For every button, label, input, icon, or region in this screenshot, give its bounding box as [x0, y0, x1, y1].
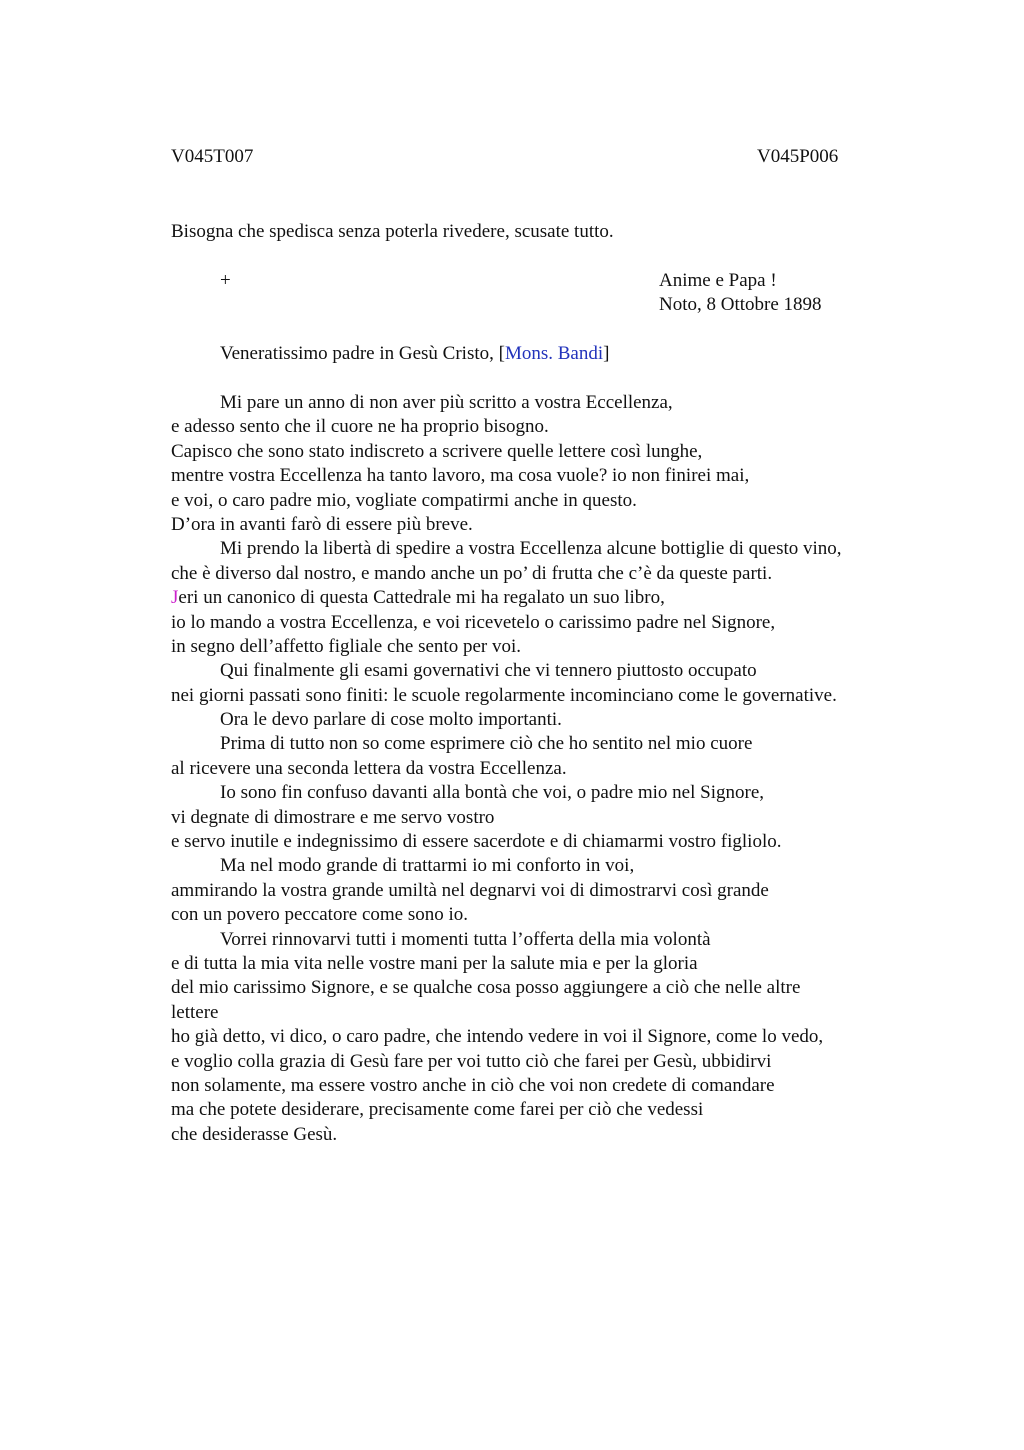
- body-line-rest: eri un canonico di questa Cattedrale mi ha regalato un suo libro,: [178, 587, 665, 609]
- body-line: Ora le devo parlare di cose molto importanti.: [220, 709, 562, 731]
- body-line: e voi, o caro padre mio, vogliate compatirmi anche in questo.: [171, 489, 637, 511]
- highlighted-initial: J: [171, 587, 179, 609]
- salutation-prefix: Veneratissimo padre in Gesù Cristo, [: [220, 343, 505, 364]
- body-line: Qui finalmente gli esami governativi che vi tennero piuttosto occupato: [220, 660, 757, 682]
- letter-body: [171, 391, 911, 1147]
- salutation: [220, 342, 609, 366]
- body-line: che è diverso dal nostro, e mando anche un po’ di frutta che c’è da queste parti.: [171, 562, 773, 584]
- place-date: Noto, 8 Ottobre 1898: [659, 294, 822, 315]
- body-line: Vorrei rinnovarvi tutti i momenti tutta l’offerta della mia volontà: [220, 928, 711, 950]
- body-line: mentre vostra Eccellenza ha tanto lavoro, ma cosa vuole? io non finirei mai,: [171, 465, 750, 487]
- letter-heading: [659, 269, 822, 317]
- body-line: Prima di tutto non so come esprimere ciò che ho sentito nel mio cuore: [220, 733, 753, 755]
- body-line: vi degnate di dimostrare e me servo vostro: [171, 806, 495, 828]
- body-line: io lo mando a vostra Eccellenza, e voi ricevetelo o carissimo padre nel Signore,: [171, 611, 776, 633]
- body-line: e adesso sento che il cuore ne ha proprio bisogno.: [171, 416, 549, 438]
- body-line: Mi pare un anno di non aver più scritto a vostra Eccellenza,: [220, 392, 673, 413]
- body-line: e di tutta la mia vita nelle vostre mani per la salute mia e per la gloria: [171, 952, 698, 974]
- body-line: non solamente, ma essere vostro anche in ciò che voi non credete di comandare: [171, 1074, 775, 1096]
- body-line: in segno dell’affetto figliale che sento per voi.: [171, 635, 521, 657]
- document-code-left: V045T007: [171, 146, 254, 167]
- body-line: e voglio colla grazia di Gesù fare per voi tutto ciò che farei per Gesù, ubbidirvi: [171, 1050, 772, 1072]
- body-line: e servo inutile e indegnissimo di essere sacerdote e di chiamarmi vostro figliolo.: [171, 831, 782, 853]
- body-line: Capisco che sono stato indiscreto a scrivere quelle lettere così lunghe,: [171, 440, 703, 462]
- document-code-right: V045P006: [757, 146, 839, 167]
- body-line: Io sono fin confuso davanti alla bontà che voi, o padre mio nel Signore,: [220, 782, 765, 804]
- salutation-suffix: ]: [603, 343, 610, 364]
- body-line: ho già detto, vi dico, o caro padre, che intendo vedere in voi il Signore, come lo vedo,: [171, 1026, 824, 1048]
- body-line: D’ora in avanti farò di essere più breve.: [171, 513, 473, 535]
- body-line: Ma nel modo grande di trattarmi io mi conforto in voi,: [220, 855, 635, 877]
- body-line: con un povero peccatore come sono io.: [171, 904, 469, 926]
- body-line: al ricevere una seconda lettera da vostra Eccellenza.: [171, 757, 567, 779]
- apology-note: Bisogna che spedisca senza poterla rivedere, scusate tutto.: [171, 221, 614, 242]
- body-line: che desiderasse Gesù.: [171, 1123, 338, 1145]
- recipient-name: Mons. Bandi: [504, 343, 604, 364]
- body-line: ma che potete desiderare, precisamente come farei per ciò che vedessi: [171, 1099, 704, 1121]
- body-line: del mio carissimo Signore, e se qualche cosa posso aggiungere a ciò che nelle altre: [171, 977, 801, 999]
- cross-mark: +: [220, 270, 231, 291]
- body-line: Mi prendo la libertà di spedire a vostra Eccellenza alcune bottiglie di questo vino,: [220, 538, 842, 560]
- body-line: ammirando la vostra grande umiltà nel degnarvi voi di dimostrarvi così grande: [171, 879, 769, 901]
- body-line: nei giorni passati sono finiti: le scuole regolarmente incominciano come le governative.: [171, 684, 837, 706]
- body-line: [171, 586, 911, 610]
- motto: Anime e Papa !: [659, 270, 777, 291]
- body-line: lettere: [171, 1001, 219, 1023]
